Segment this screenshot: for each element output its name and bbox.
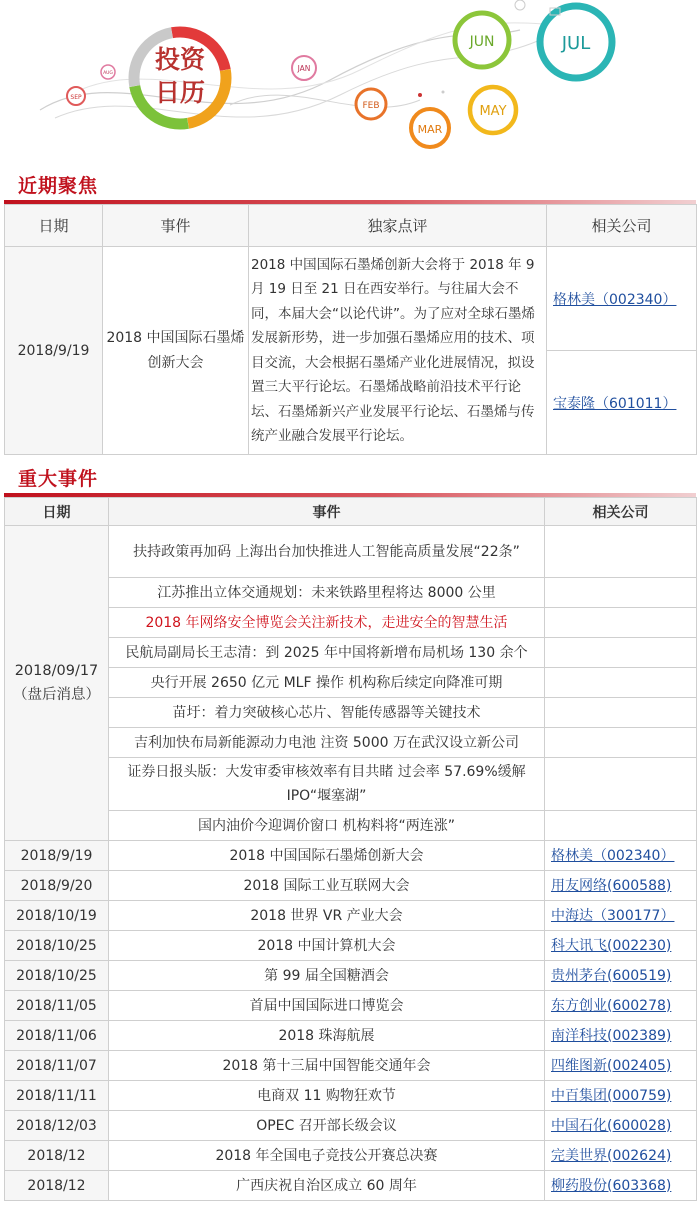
table-row — [5, 638, 697, 668]
company-link[interactable]: 贵州茅台(600519) — [551, 967, 672, 984]
table-row — [5, 871, 697, 901]
date-cell: 2018/9/19 — [5, 841, 109, 871]
date-cell: 2018/10/25 — [5, 931, 109, 961]
table-row — [5, 668, 697, 698]
event-cell: 2018 第十三届中国智能交通年会 — [109, 1051, 545, 1081]
header-date: 日期 — [5, 205, 103, 247]
event-cell: 2018 珠海航展 — [109, 1021, 545, 1051]
company-cell — [545, 1081, 697, 1111]
table-row — [5, 1021, 697, 1051]
event-cell: 央行开展 2650 亿元 MLF 操作 机构称后续定向降准可期 — [109, 668, 545, 698]
focus-comment: 2018 中国国际石墨烯创新大会将于 2018 年 9 月 19 日至 21 日在西安举行。与往届大会不同，本届大会“以论代讲”。为了应对全球石墨烯发展新形势，进一步加强石墨烯应用的技术、项目交流，大会根据石墨烯产业化进展情况，拟设置三大平行论坛。石墨烯战略前沿技术平行论坛、石墨烯新兴产业发展平行论坛、石墨烯与传统产业融合发展平行论坛。 — [249, 247, 547, 455]
date-cell: 2018/11/06 — [5, 1021, 109, 1051]
svg-text:MAY: MAY — [479, 104, 507, 119]
event-cell: 2018 年全国电子竞技公开赛总决赛 — [109, 1141, 545, 1171]
company-cell — [545, 1051, 697, 1081]
date-cell: 2018/10/25 — [5, 961, 109, 991]
focus-date: 2018/9/19 — [5, 247, 103, 455]
svg-text:MAR: MAR — [417, 123, 443, 136]
svg-text:JUL: JUL — [561, 33, 591, 54]
event-cell: 首届中国国际进口博览会 — [109, 991, 545, 1021]
company-cell — [545, 1111, 697, 1141]
table-header-row — [5, 498, 697, 526]
banner-graphic — [0, 0, 700, 168]
company-cell — [545, 1171, 697, 1201]
company-link[interactable]: 中百集团(000759) — [551, 1087, 672, 1104]
date-cell: 2018/10/19 — [5, 901, 109, 931]
company-cell — [545, 811, 697, 841]
section-rule — [4, 200, 696, 204]
date-cell: 2018/12/03 — [5, 1111, 109, 1141]
svg-text:JAN: JAN — [297, 64, 311, 73]
table-header-row — [5, 205, 697, 247]
investment-calendar-banner — [0, 0, 700, 168]
company-cell — [545, 526, 697, 578]
company-cell — [545, 638, 697, 668]
company-link[interactable]: 完美世界(002624) — [551, 1147, 672, 1164]
section-major-events — [0, 461, 700, 497]
svg-text:AUG: AUG — [103, 71, 113, 76]
event-cell: 第 99 届全国糖酒会 — [109, 961, 545, 991]
header-event: 事件 — [103, 205, 249, 247]
table-row — [5, 758, 697, 811]
table-row — [5, 1051, 697, 1081]
group-date: 2018/09/17（盘后消息） — [5, 526, 109, 841]
logo-line2: 日历 — [154, 78, 206, 107]
month-sep — [67, 87, 85, 105]
company-link-baotailong[interactable]: 宝泰隆（601011） — [553, 395, 677, 412]
event-cell: 苗圩：着力突破核心芯片、智能传感器等关键技术 — [109, 698, 545, 728]
table-row — [5, 931, 697, 961]
company-link[interactable]: 柳药股份(603368) — [551, 1177, 672, 1194]
table-row — [5, 1171, 697, 1201]
event-cell: 吉利加快布局新能源动力电池 注资 5000 万在武汉设立新公司 — [109, 728, 545, 758]
header-company: 相关公司 — [545, 498, 697, 526]
event-cell: 2018 国际工业互联网大会 — [109, 871, 545, 901]
table-row — [5, 698, 697, 728]
company-cell — [545, 871, 697, 901]
table-row — [5, 608, 697, 638]
section-recent-focus — [0, 168, 700, 204]
event-cell: 2018 年网络安全博览会关注新技术，走进安全的智慧生活 — [109, 608, 545, 638]
company-link-greenmei[interactable]: 格林美（002340） — [553, 291, 677, 308]
company-link[interactable]: 四维图新(002405) — [551, 1057, 672, 1074]
month-jun — [455, 13, 509, 67]
svg-text:FEB: FEB — [362, 101, 380, 111]
event-cell: 证券日报头版：大发审委审核效率有目共睹 过会率 57.69%缓解 IPO“堰塞湖” — [109, 758, 545, 811]
section-rule — [4, 493, 696, 497]
table-row — [5, 841, 697, 871]
company-cell — [545, 991, 697, 1021]
focus-event: 2018 中国国际石墨烯创新大会 — [103, 247, 249, 455]
header-comment: 独家点评 — [249, 205, 547, 247]
month-jul — [540, 6, 612, 78]
company-cell — [545, 901, 697, 931]
company-link[interactable]: 用友网络(600588) — [551, 877, 672, 894]
event-cell: 2018 中国国际石墨烯创新大会 — [109, 841, 545, 871]
header-date: 日期 — [5, 498, 109, 526]
company-cell — [545, 728, 697, 758]
month-may — [470, 87, 516, 133]
event-cell: 电商双 11 购物狂欢节 — [109, 1081, 545, 1111]
company-cell — [545, 698, 697, 728]
event-cell: OPEC 召开部长级会议 — [109, 1111, 545, 1141]
company-cell — [545, 668, 697, 698]
month-feb — [356, 89, 386, 119]
event-cell: 江苏推出立体交通规划：未来铁路里程将达 8000 公里 — [109, 578, 545, 608]
svg-text:SEP: SEP — [70, 94, 82, 101]
table-row — [5, 1081, 697, 1111]
major-events-table — [4, 497, 697, 1201]
event-cell: 民航局副局长王志清：到 2025 年中国将新增布局机场 130 余个 — [109, 638, 545, 668]
company-cell — [545, 578, 697, 608]
section-title: 近期聚焦 — [18, 175, 99, 197]
company-cell — [545, 758, 697, 811]
company-cell — [545, 1141, 697, 1171]
event-cell: 2018 世界 VR 产业大会 — [109, 901, 545, 931]
company-cell — [545, 608, 697, 638]
company-link[interactable]: 格林美（002340） — [551, 847, 675, 864]
event-cell: 广西庆祝自治区成立 60 周年 — [109, 1171, 545, 1201]
month-mar — [411, 109, 449, 147]
table-row — [5, 578, 697, 608]
company-cell — [545, 961, 697, 991]
svg-text:JUN: JUN — [469, 34, 495, 50]
company-link[interactable]: 中国石化(600028) — [551, 1117, 672, 1134]
company-link[interactable]: 科大讯飞(002230) — [551, 937, 672, 954]
company-link[interactable]: 南洋科技(002389) — [551, 1027, 672, 1044]
table-row — [5, 1141, 697, 1171]
logo-line1: 投资 — [154, 45, 206, 74]
table-row — [5, 811, 697, 841]
focus-company-cell — [547, 247, 697, 351]
event-cell: 2018 中国计算机大会 — [109, 931, 545, 961]
month-aug — [101, 65, 115, 79]
company-cell — [545, 1021, 697, 1051]
date-cell: 2018/12 — [5, 1141, 109, 1171]
company-link[interactable]: 中海达（300177） — [551, 907, 675, 924]
section-title: 重大事件 — [18, 468, 99, 490]
table-row — [5, 526, 697, 578]
company-cell — [545, 931, 697, 961]
company-link[interactable]: 东方创业(600278) — [551, 997, 672, 1014]
header-company: 相关公司 — [547, 205, 697, 247]
table-row — [5, 247, 697, 351]
company-cell — [545, 841, 697, 871]
month-jan — [292, 56, 316, 80]
date-cell: 2018/11/11 — [5, 1081, 109, 1111]
header-event: 事件 — [109, 498, 545, 526]
table-row — [5, 728, 697, 758]
date-cell: 2018/11/05 — [5, 991, 109, 1021]
focus-company-cell — [547, 351, 697, 455]
table-row — [5, 901, 697, 931]
table-row — [5, 991, 697, 1021]
event-cell: 国内油价今迎调价窗口 机构料将“两连涨” — [109, 811, 545, 841]
table-row — [5, 961, 697, 991]
table-row — [5, 1111, 697, 1141]
date-cell: 2018/11/07 — [5, 1051, 109, 1081]
recent-focus-table — [4, 204, 697, 455]
date-cell: 2018/9/20 — [5, 871, 109, 901]
event-cell: 扶持政策再加码 上海出台加快推进人工智能高质量发展“22条” — [109, 526, 545, 578]
date-cell: 2018/12 — [5, 1171, 109, 1201]
